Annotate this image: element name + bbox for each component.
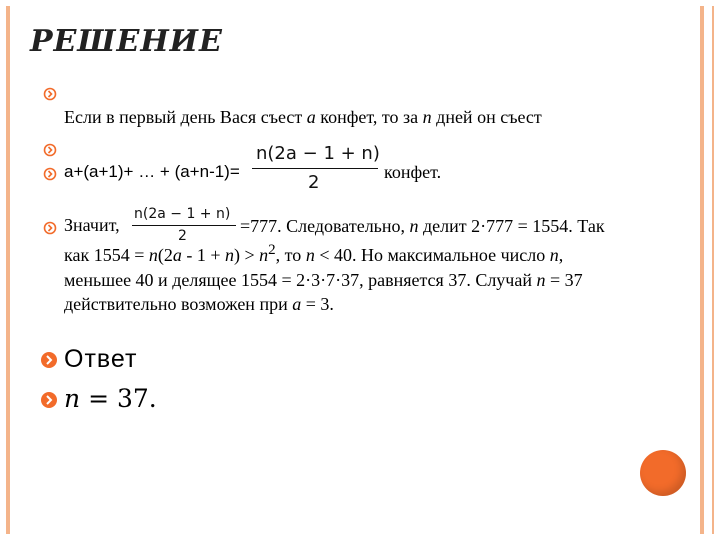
sum-fraction	[252, 143, 380, 195]
slide-title: РЕШЕНИЕ	[30, 24, 223, 59]
sum-expression: a+(a+1)+ … + (a+n-1)=	[64, 162, 240, 181]
bullet-icon	[43, 221, 57, 235]
right-frame-border	[700, 6, 704, 534]
para-lead: Значит,	[64, 215, 120, 235]
decorative-circle	[640, 450, 686, 496]
bullet-icon	[40, 391, 58, 409]
answer-value: n = 37.	[64, 384, 157, 413]
fraction-denominator: 2	[178, 228, 187, 244]
left-frame-border	[6, 6, 10, 534]
fraction-denominator: 2	[308, 172, 320, 193]
bullet-icon	[43, 167, 57, 181]
fraction-numerator: n(2a − 1 + n)	[134, 206, 231, 222]
fraction-numerator: n(2a − 1 + n)	[256, 143, 380, 164]
answer-label: Ответ	[64, 345, 138, 373]
bullet-icon	[40, 351, 58, 369]
sum-suffix: конфет.	[384, 162, 442, 182]
fraction-bar	[252, 168, 378, 169]
bullet-icon	[43, 87, 57, 101]
solution-paragraph: =777. Следовательно, n делит 2·777 = 1554. Так как $1554 = n(2a - 1 + n) > n^2$, то n < 40. Но максимальное число n, меньшее 40 и делящее 1554 = 2·3·7·37, равняется 37. Случай n = 37 действительно возможен при a = 3.	[64, 216, 605, 315]
right-frame-line	[712, 6, 714, 534]
bullet-icon	[43, 143, 57, 157]
intro-line: Если в первый день Вася съест a конфет, то за n дней он съест	[64, 107, 542, 127]
